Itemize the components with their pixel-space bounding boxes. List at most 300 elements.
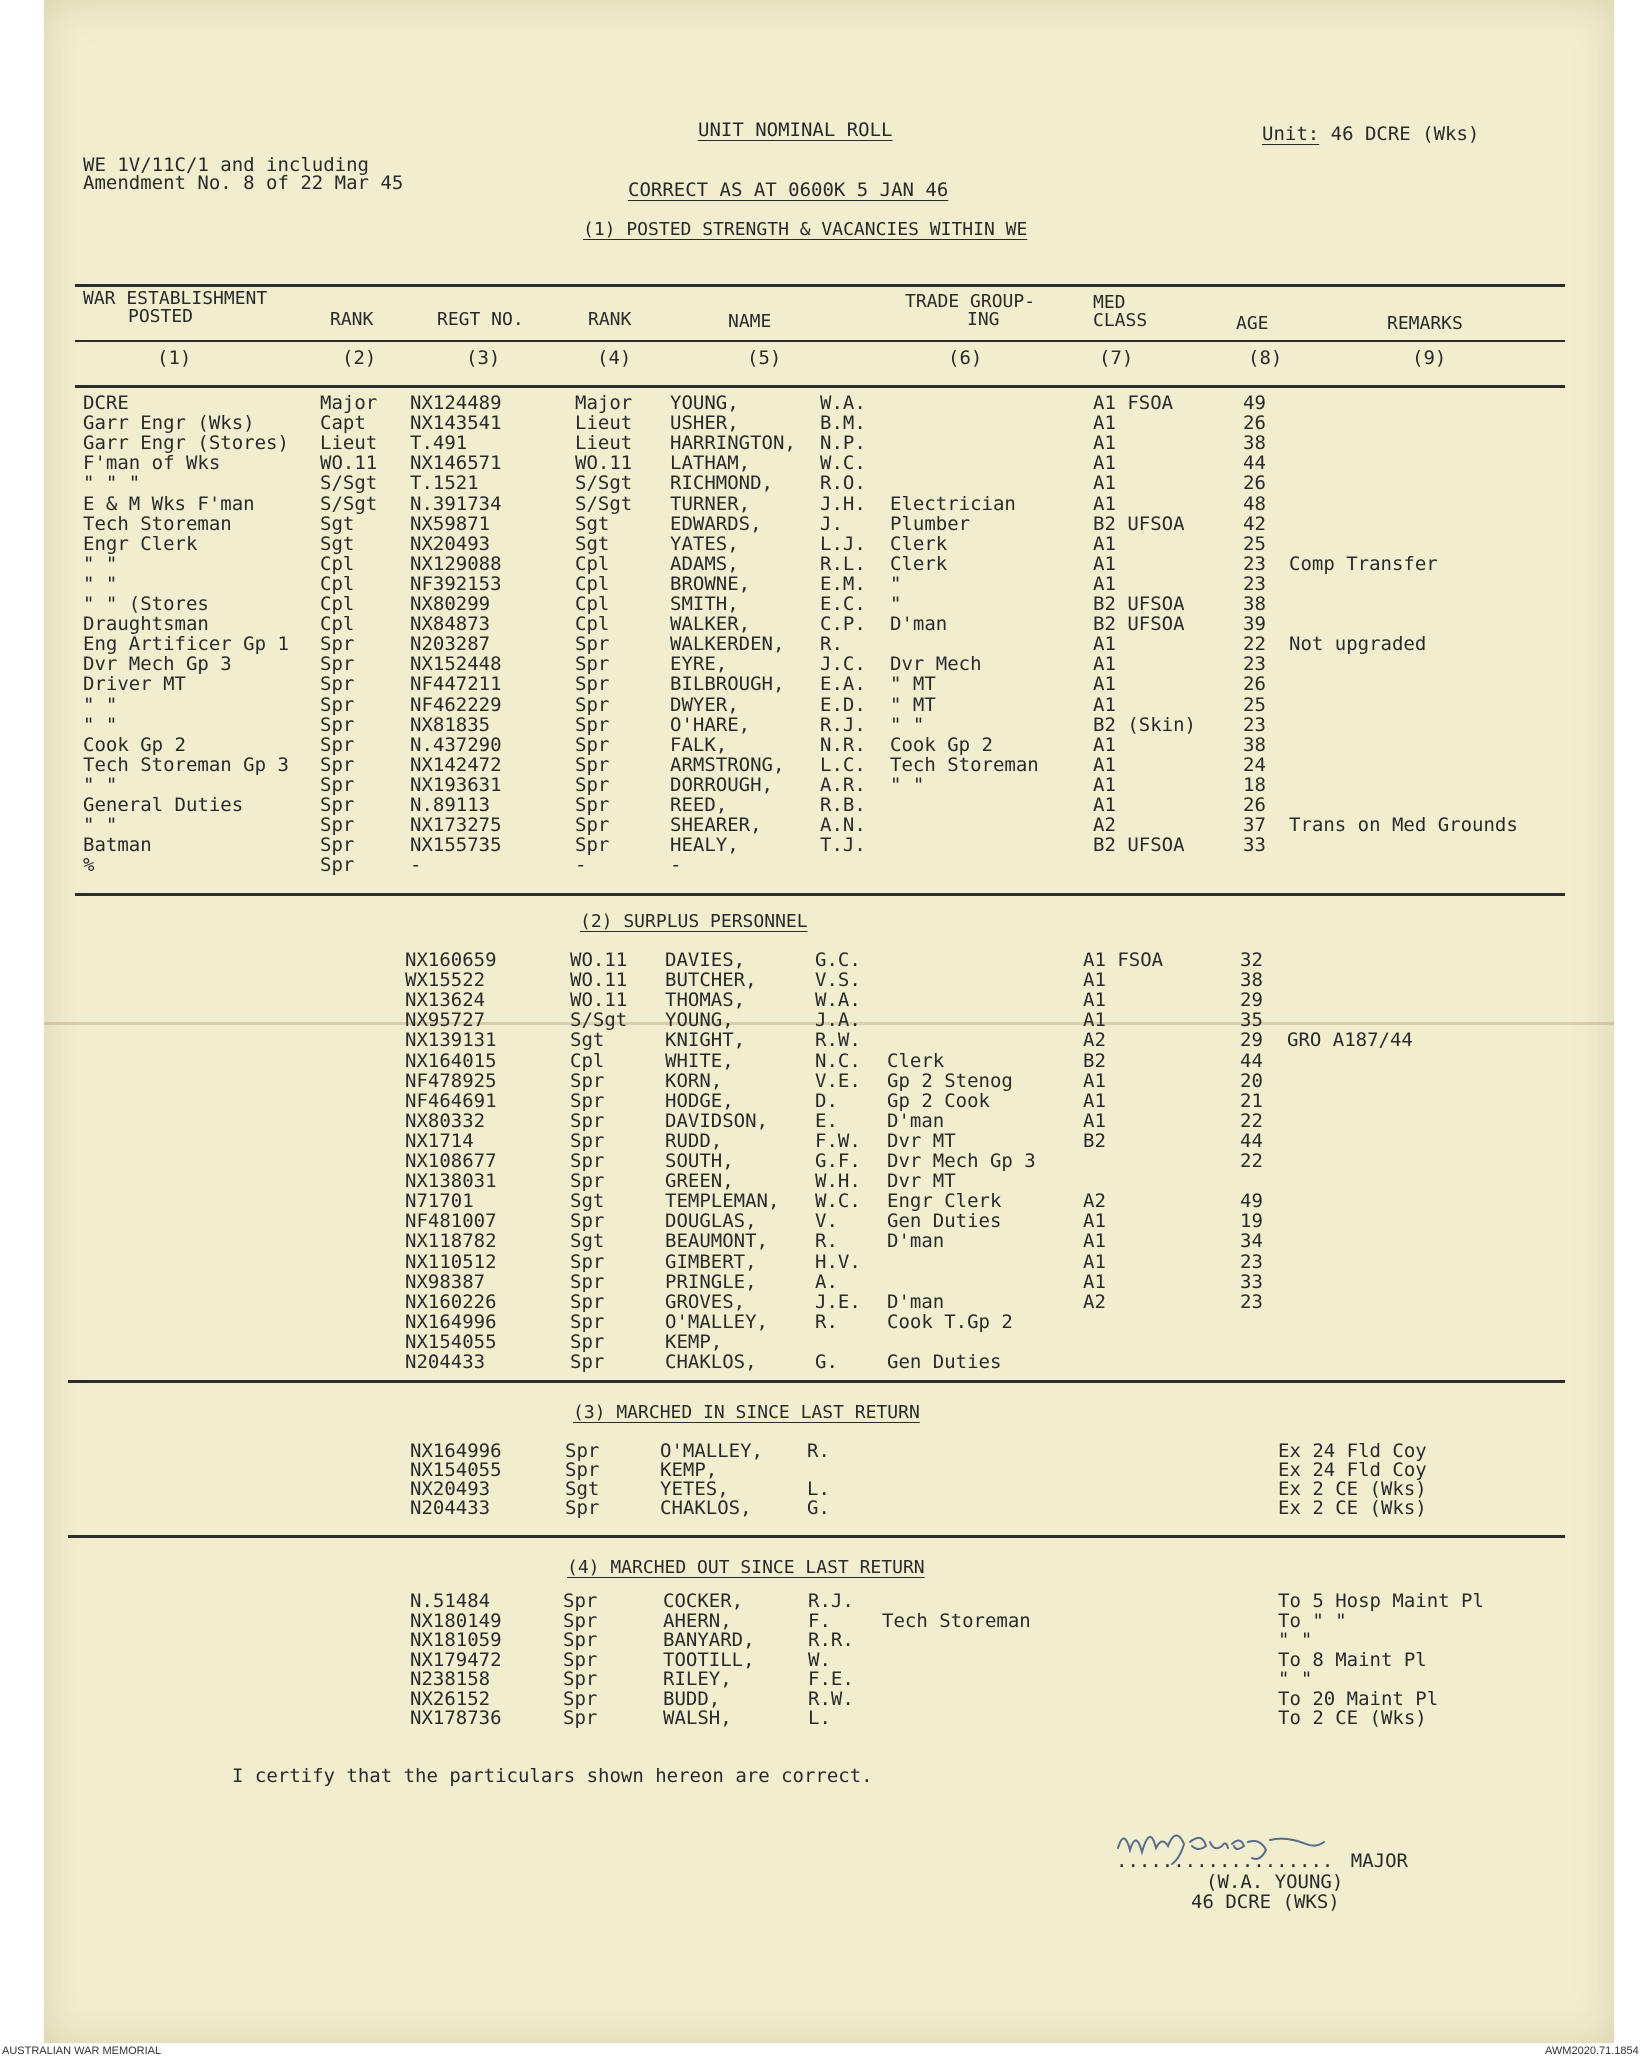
posted-rank-cell: Sgt [575, 532, 610, 555]
posted-trade-cell: Clerk [890, 532, 948, 555]
surplus-trade-cell: Dvr Mech Gp 3 [887, 1150, 1036, 1172]
posted-trade-cell: " " [890, 773, 925, 796]
posted-surname-cell: O'HARE, [670, 713, 751, 736]
posted-rank-cell: Spr [575, 773, 610, 796]
surplus-rank-cell: Cpl [570, 1049, 605, 1072]
marched-out-init-cell: F. [808, 1609, 831, 1632]
surplus-trade-cell: Gen Duties [887, 1351, 1002, 1373]
posted-remarks-cell: Trans on Med Grounds [1289, 814, 1518, 837]
col-num-8: (8) [1248, 347, 1283, 369]
surplus-trade-cell: Dvr MT [887, 1170, 956, 1193]
posted-surname-cell: BILBROUGH, [670, 673, 785, 696]
surplus-med-cell: A1 [1083, 1069, 1106, 1092]
posted-med-cell: B2 (Skin) [1093, 713, 1196, 736]
col-num-9: (9) [1412, 347, 1447, 369]
surplus-trade-cell: Dvr MT [887, 1129, 956, 1152]
posted-med-cell: B2 UFSOA [1093, 834, 1185, 857]
posted-init-cell: L.J. [820, 532, 866, 555]
col-num-7: (7) [1099, 347, 1134, 369]
posted-surname-cell: LATHAM, [670, 452, 751, 475]
correct-as-at: CORRECT AS AT 0600K 5 JAN 46 [628, 179, 949, 201]
posted-rank-cell: Lieut [575, 412, 633, 435]
marched-out-remarks-cell: " " [1278, 1629, 1313, 1651]
posted-med-cell: B2 UFSOA [1093, 613, 1185, 636]
posted-surname-cell: ADAMS, [670, 552, 739, 575]
surplus-surname-cell: HODGE, [665, 1089, 734, 1112]
marched-in-regt-cell: N204433 [410, 1497, 491, 1519]
posted-age-cell: 33 [1243, 834, 1266, 857]
surplus-med-cell: A1 [1083, 1210, 1106, 1233]
posted-rank-we-cell: Spr [320, 773, 355, 796]
posted-med-cell: A1 [1093, 673, 1116, 696]
surplus-med-cell: A1 [1083, 1009, 1106, 1032]
posted-rank-we-cell: Capt [320, 412, 366, 435]
surplus-surname-cell: KNIGHT, [665, 1029, 746, 1052]
surplus-regt-cell: N71701 [405, 1190, 474, 1213]
posted-trade-cell: Electrician [890, 492, 1016, 515]
surplus-surname-cell: CHAKLOS, [665, 1351, 757, 1373]
posted-med-cell: A1 [1093, 492, 1116, 515]
marched-out-regt-cell: N238158 [410, 1668, 491, 1690]
surplus-rank-cell: Spr [570, 1270, 605, 1293]
posted-med-cell: A1 [1093, 773, 1116, 796]
posted-age-cell: 25 [1243, 693, 1266, 716]
posted-rank-we-cell: Spr [320, 733, 355, 756]
surplus-regt-cell: NX1714 [405, 1129, 474, 1152]
posted-regt-cell: NX124489 [410, 392, 502, 414]
surplus-rank-cell: Spr [570, 1109, 605, 1132]
surplus-init-cell: V.E. [815, 1069, 861, 1092]
col-head-8: AGE [1236, 313, 1269, 334]
posted-we-cell: Engr Clerk [83, 532, 198, 555]
surplus-init-cell: E. [815, 1109, 838, 1132]
document-title: UNIT NOMINAL ROLL [698, 119, 893, 141]
posted-regt-cell: T.491 [410, 432, 468, 455]
rule-header-bottom [75, 385, 1565, 388]
surplus-age-cell: 44 [1240, 1129, 1263, 1152]
posted-we-cell: Dvr Mech Gp 3 [83, 653, 232, 676]
posted-surname-cell: RICHMOND, [670, 472, 773, 495]
posted-rank-we-cell: Lieut [320, 432, 378, 455]
posted-regt-cell: NX84873 [410, 613, 491, 636]
surplus-rank-cell: Spr [570, 1129, 605, 1152]
posted-surname-cell: WALKERDEN, [670, 633, 785, 656]
marched-in-rank-cell: Spr [565, 1459, 600, 1481]
posted-surname-cell: WALKER, [670, 613, 751, 636]
posted-we-cell: Garr Engr (Stores) [83, 432, 289, 455]
surplus-rank-cell: Spr [570, 1351, 605, 1373]
surplus-regt-cell: NX98387 [405, 1270, 486, 1293]
posted-we-cell: " " [83, 552, 118, 575]
marched-out-regt-cell: NX26152 [410, 1687, 491, 1710]
posted-rank-we-cell: Spr [320, 854, 355, 877]
marched-out-init-cell: R.R. [808, 1629, 854, 1651]
col-num-4: (4) [597, 347, 632, 369]
marched-out-regt-cell: N.51484 [410, 1590, 491, 1612]
marched-in-surname-cell: O'MALLEY, [660, 1440, 763, 1462]
posted-regt-cell: NX193631 [410, 773, 502, 796]
posted-surname-cell: ARMSTRONG, [670, 753, 785, 776]
col-head-7 [1093, 294, 1147, 330]
unit-label-text: Unit: [1262, 123, 1320, 145]
marched-out-regt-cell: NX180149 [410, 1609, 502, 1632]
posted-init-cell: J. [820, 512, 843, 535]
col-num-2: (2) [342, 347, 377, 369]
signature-dots: ................... [1116, 1850, 1334, 1872]
posted-rank-cell: Spr [575, 633, 610, 656]
surplus-init-cell: J.A. [815, 1009, 861, 1032]
col-head-1 [83, 290, 267, 326]
surplus-regt-cell: NF478925 [405, 1069, 497, 1092]
posted-age-cell: 18 [1243, 773, 1266, 796]
rule-top [75, 284, 1565, 287]
posted-rank-cell: Cpl [575, 572, 610, 595]
posted-rank-cell: Cpl [575, 613, 610, 636]
surplus-age-cell: 29 [1240, 1029, 1263, 1052]
posted-remarks-cell: Comp Transfer [1289, 552, 1438, 575]
posted-age-cell: 44 [1243, 452, 1266, 475]
posted-we-cell: Draughtsman [83, 613, 209, 636]
posted-rank-cell: Lieut [575, 432, 633, 455]
surplus-trade-cell: Gp 2 Cook [887, 1089, 990, 1112]
posted-regt-cell: NX81835 [410, 713, 491, 736]
surplus-age-cell: 32 [1240, 949, 1263, 971]
surplus-age-cell: 34 [1240, 1230, 1263, 1253]
posted-init-cell: E.A. [820, 673, 866, 696]
posted-regt-cell: N.437290 [410, 733, 502, 756]
posted-we-cell: % [83, 854, 95, 877]
marched-in-init-cell: R. [807, 1440, 830, 1462]
marched-out-remarks-cell: " " [1278, 1668, 1313, 1690]
col-num-1: (1) [157, 347, 192, 369]
posted-we-cell: F'man of Wks [83, 452, 221, 475]
posted-remarks-cell: Not upgraded [1289, 633, 1427, 656]
surplus-surname-cell: BUTCHER, [665, 969, 757, 992]
posted-we-cell: Tech Storeman [83, 512, 232, 535]
marched-in-rank-cell: Spr [565, 1497, 600, 1519]
posted-age-cell: 38 [1243, 593, 1266, 615]
surplus-rank-cell: Spr [570, 1150, 605, 1172]
surplus-med-cell: A1 [1083, 1250, 1106, 1273]
marched-out-remarks-cell: To " " [1278, 1609, 1347, 1632]
posted-init-cell: E.M. [820, 572, 866, 595]
posted-init-cell: J.C. [820, 653, 866, 676]
section2-title: (2) SURPLUS PERSONNEL [580, 911, 808, 932]
posted-regt-cell: NX20493 [410, 532, 491, 555]
posted-age-cell: 26 [1243, 673, 1266, 696]
marched-in-surname-cell: KEMP, [660, 1459, 718, 1481]
col-head-5: NAME [728, 311, 772, 332]
posted-surname-cell: FALK, [670, 733, 728, 756]
posted-rank-we-cell: S/Sgt [320, 472, 378, 495]
posted-age-cell: 24 [1243, 753, 1266, 776]
marched-out-init-cell: F.E. [808, 1668, 854, 1690]
posted-med-cell: B2 UFSOA [1093, 593, 1185, 615]
col-head-9: REMARKS [1387, 313, 1463, 334]
surplus-rank-cell: Spr [570, 1069, 605, 1092]
posted-init-cell: N.R. [820, 733, 866, 756]
posted-trade-cell: " MT [890, 673, 936, 696]
unit-value: 46 DCRE (Wks) [1330, 123, 1480, 145]
posted-regt-cell: NX142472 [410, 753, 502, 776]
footer-left: AUSTRALIAN WAR MEMORIAL [2, 2045, 162, 2057]
col-head-7b: CLASS [1093, 310, 1148, 331]
posted-regt-cell: N.391734 [410, 492, 502, 515]
surplus-regt-cell: NX139131 [405, 1029, 497, 1052]
posted-age-cell: 25 [1243, 532, 1266, 555]
posted-rank-cell: S/Sgt [575, 472, 633, 495]
surplus-med-cell: B2 [1083, 1129, 1106, 1152]
posted-surname-cell: REED, [670, 794, 728, 816]
col-head-3: REGT NO. [437, 309, 524, 330]
posted-med-cell: A1 [1093, 532, 1116, 555]
marched-out-surname-cell: BUDD, [663, 1687, 721, 1710]
posted-age-cell: 48 [1243, 492, 1266, 515]
surplus-trade-cell: D'man [887, 1109, 945, 1132]
surplus-init-cell: R. [815, 1230, 838, 1253]
posted-age-cell: 49 [1243, 392, 1266, 414]
surplus-init-cell: V. [815, 1210, 838, 1233]
surplus-rank-cell: Sgt [570, 1029, 605, 1052]
marched-in-init-cell: G. [807, 1497, 830, 1519]
posted-rank-cell: WO.11 [575, 452, 633, 475]
marched-out-rank-cell: Spr [563, 1648, 598, 1671]
rule-section3-end [68, 1535, 1565, 1538]
surplus-med-cell: A1 [1083, 1230, 1106, 1253]
posted-init-cell: R.O. [820, 472, 866, 495]
surplus-init-cell: F.W. [815, 1129, 861, 1152]
posted-we-cell: Cook Gp 2 [83, 733, 186, 756]
posted-age-cell: 26 [1243, 472, 1266, 495]
marched-in-regt-cell: NX164996 [410, 1440, 502, 1462]
surplus-surname-cell: GREEN, [665, 1170, 734, 1193]
marched-in-rank-cell: Sgt [565, 1478, 600, 1500]
surplus-regt-cell: NX160659 [405, 949, 497, 971]
posted-regt-cell: NF392153 [410, 572, 502, 595]
posted-surname-cell: TURNER, [670, 492, 751, 515]
posted-init-cell: R. [820, 633, 843, 656]
posted-trade-cell: " " [890, 713, 925, 736]
posted-med-cell: A1 FSOA [1093, 392, 1174, 414]
posted-rank-we-cell: Sgt [320, 532, 355, 555]
surplus-rank-cell: Sgt [570, 1230, 605, 1253]
surplus-surname-cell: SOUTH, [665, 1150, 734, 1172]
surplus-init-cell: A. [815, 1270, 838, 1293]
surplus-surname-cell: KORN, [665, 1069, 723, 1092]
surplus-age-cell: 29 [1240, 989, 1263, 1012]
certification-text: I certify that the particulars shown hereon are correct. [232, 1765, 873, 1787]
posted-rank-we-cell: Spr [320, 653, 355, 676]
posted-init-cell: J.H. [820, 492, 866, 515]
posted-we-cell: " " (Stores [83, 593, 209, 615]
marched-out-rank-cell: Spr [563, 1629, 598, 1651]
posted-age-cell: 23 [1243, 713, 1266, 736]
posted-med-cell: A1 [1093, 452, 1116, 475]
surplus-trade-cell: Cook T.Gp 2 [887, 1310, 1013, 1333]
posted-age-cell: 22 [1243, 633, 1266, 656]
surplus-regt-cell: NF464691 [405, 1089, 497, 1112]
marched-out-init-cell: L. [808, 1707, 831, 1729]
surplus-rank-cell: Spr [570, 1310, 605, 1333]
surplus-init-cell: N.C. [815, 1049, 861, 1072]
marched-out-rank-cell: Spr [563, 1609, 598, 1632]
surplus-trade-cell: D'man [887, 1290, 945, 1313]
surplus-age-cell: 23 [1240, 1290, 1263, 1313]
marched-in-remarks-cell: Ex 24 Fld Coy [1278, 1440, 1427, 1462]
posted-init-cell: E.D. [820, 693, 866, 716]
posted-age-cell: 26 [1243, 412, 1266, 435]
col-head-6a: TRADE GROUP- [905, 291, 1036, 312]
surplus-regt-cell: NX108677 [405, 1150, 497, 1172]
posted-we-cell: Garr Engr (Wks) [83, 412, 255, 435]
marched-in-remarks-cell: Ex 2 CE (Wks) [1278, 1478, 1427, 1500]
surplus-med-cell: A1 [1083, 969, 1106, 992]
col-num-6: (6) [948, 347, 983, 369]
posted-regt-cell: NX152448 [410, 653, 502, 676]
posted-trade-cell: Dvr Mech [890, 653, 982, 676]
marched-in-regt-cell: NX20493 [410, 1478, 491, 1500]
posted-rank-we-cell: Sgt [320, 512, 355, 535]
posted-rank-we-cell: Spr [320, 834, 355, 857]
posted-age-cell: 26 [1243, 794, 1266, 816]
surplus-surname-cell: DAVIES, [665, 949, 746, 971]
posted-surname-cell: HARRINGTON, [670, 432, 796, 455]
posted-surname-cell: YOUNG, [670, 392, 739, 414]
posted-rank-cell: Cpl [575, 593, 610, 615]
posted-we-cell: Batman [83, 834, 152, 857]
surplus-age-cell: 22 [1240, 1150, 1263, 1172]
surplus-regt-cell: NX154055 [405, 1330, 497, 1353]
posted-surname-cell: EYRE, [670, 653, 728, 676]
surplus-rank-cell: WO.11 [570, 989, 628, 1012]
surplus-age-cell: 44 [1240, 1049, 1263, 1072]
surplus-age-cell: 22 [1240, 1109, 1263, 1132]
posted-med-cell: B2 UFSOA [1093, 512, 1185, 535]
posted-med-cell: A1 [1093, 693, 1116, 716]
posted-rank-we-cell: Cpl [320, 613, 355, 636]
surplus-trade-cell: Gp 2 Stenog [887, 1069, 1013, 1092]
posted-age-cell: 38 [1243, 432, 1266, 455]
posted-med-cell: A1 [1093, 753, 1116, 776]
marched-out-surname-cell: COCKER, [663, 1590, 744, 1612]
surplus-med-cell: A1 [1083, 1089, 1106, 1112]
surplus-regt-cell: NX118782 [405, 1230, 497, 1253]
surplus-init-cell: R.W. [815, 1029, 861, 1052]
surplus-regt-cell: N204433 [405, 1351, 486, 1373]
surplus-init-cell: G.C. [815, 949, 861, 971]
posted-rank-we-cell: WO.11 [320, 452, 378, 475]
posted-we-cell: " " [83, 572, 118, 595]
posted-rank-we-cell: S/Sgt [320, 492, 378, 515]
unit-label [1262, 124, 1479, 144]
posted-rank-cell: Spr [575, 814, 610, 837]
posted-rank-we-cell: Spr [320, 693, 355, 716]
posted-rank-we-cell: Cpl [320, 593, 355, 615]
posted-init-cell: B.M. [820, 412, 866, 435]
marched-out-regt-cell: NX178736 [410, 1707, 502, 1729]
posted-med-cell: A1 [1093, 653, 1116, 676]
posted-med-cell: A1 [1093, 412, 1116, 435]
surplus-init-cell: J.E. [815, 1290, 861, 1313]
marched-out-remarks-cell: To 2 CE (Wks) [1278, 1707, 1427, 1729]
posted-rank-cell: Spr [575, 794, 610, 816]
posted-trade-cell: Plumber [890, 512, 971, 535]
marched-out-rank-cell: Spr [563, 1668, 598, 1690]
col-head-1b: POSTED [128, 306, 194, 327]
posted-surname-cell: BROWNE, [670, 572, 751, 595]
posted-rank-we-cell: Spr [320, 633, 355, 656]
posted-rank-cell: Spr [575, 834, 610, 857]
marched-in-rank-cell: Spr [565, 1440, 600, 1462]
surplus-regt-cell: NX110512 [405, 1250, 497, 1273]
section1-title: (1) POSTED STRENGTH & VACANCIES WITHIN WE [583, 219, 1028, 240]
posted-med-cell: A2 [1093, 814, 1116, 837]
posted-we-cell: General Duties [83, 794, 244, 816]
marched-out-surname-cell: TOOTILL, [663, 1648, 755, 1671]
col-head-2: RANK [330, 309, 374, 330]
signature-line [1116, 1851, 1408, 1871]
surplus-init-cell: V.S. [815, 969, 861, 992]
surplus-surname-cell: GIMBERT, [665, 1250, 757, 1273]
posted-rank-we-cell: Cpl [320, 572, 355, 595]
posted-rank-cell: Major [575, 392, 633, 414]
posted-we-cell: E & M Wks F'man [83, 492, 255, 515]
surplus-rank-cell: WO.11 [570, 969, 628, 992]
posted-we-cell: Eng Artificer Gp 1 [83, 633, 289, 656]
posted-rank-we-cell: Major [320, 392, 378, 414]
posted-init-cell: T.J. [820, 834, 866, 857]
marched-in-remarks-cell: Ex 2 CE (Wks) [1278, 1497, 1427, 1519]
surplus-trade-cell: Gen Duties [887, 1210, 1002, 1233]
surplus-rank-cell: Spr [570, 1210, 605, 1233]
marched-out-surname-cell: WALSH, [663, 1707, 732, 1729]
surplus-surname-cell: RUDD, [665, 1129, 723, 1152]
posted-surname-cell: DORROUGH, [670, 773, 773, 796]
surplus-rank-cell: Spr [570, 1250, 605, 1273]
surplus-med-cell: A1 FSOA [1083, 949, 1164, 971]
surplus-surname-cell: O'MALLEY, [665, 1310, 768, 1333]
surplus-rank-cell: S/Sgt [570, 1009, 628, 1032]
surplus-med-cell: A2 [1083, 1190, 1106, 1213]
surplus-init-cell: G.F. [815, 1150, 861, 1172]
col-head-6b: ING [967, 309, 1000, 330]
posted-regt-cell: NX143541 [410, 412, 502, 435]
surplus-surname-cell: YOUNG, [665, 1009, 734, 1032]
posted-surname-cell: DWYER, [670, 693, 739, 716]
posted-rank-we-cell: Cpl [320, 552, 355, 575]
col-num-5: (5) [747, 347, 782, 369]
marched-out-regt-cell: NX181059 [410, 1629, 502, 1651]
posted-we-cell: Tech Storeman Gp 3 [83, 753, 289, 776]
posted-regt-cell: NF462229 [410, 693, 502, 716]
marched-out-init-cell: R.W. [808, 1687, 854, 1710]
surplus-med-cell: A2 [1083, 1029, 1106, 1052]
posted-init-cell: R.B. [820, 794, 866, 816]
posted-regt-cell: NX146571 [410, 452, 502, 475]
posted-we-cell: " " [83, 693, 118, 716]
signature-unit: 46 DCRE (WKS) [1191, 1891, 1340, 1913]
col-head-6 [905, 293, 1035, 329]
footer-right: AWM2020.71.1854 [1545, 2045, 1639, 2057]
surplus-init-cell: W.C. [815, 1190, 861, 1213]
surplus-rank-cell: Spr [570, 1290, 605, 1313]
posted-init-cell: N.P. [820, 432, 866, 455]
marched-out-rank-cell: Spr [563, 1707, 598, 1729]
surplus-med-cell: B2 [1083, 1049, 1106, 1072]
posted-med-cell: A1 [1093, 633, 1116, 656]
col-head-4: RANK [588, 309, 632, 330]
surplus-age-cell: 19 [1240, 1210, 1263, 1233]
